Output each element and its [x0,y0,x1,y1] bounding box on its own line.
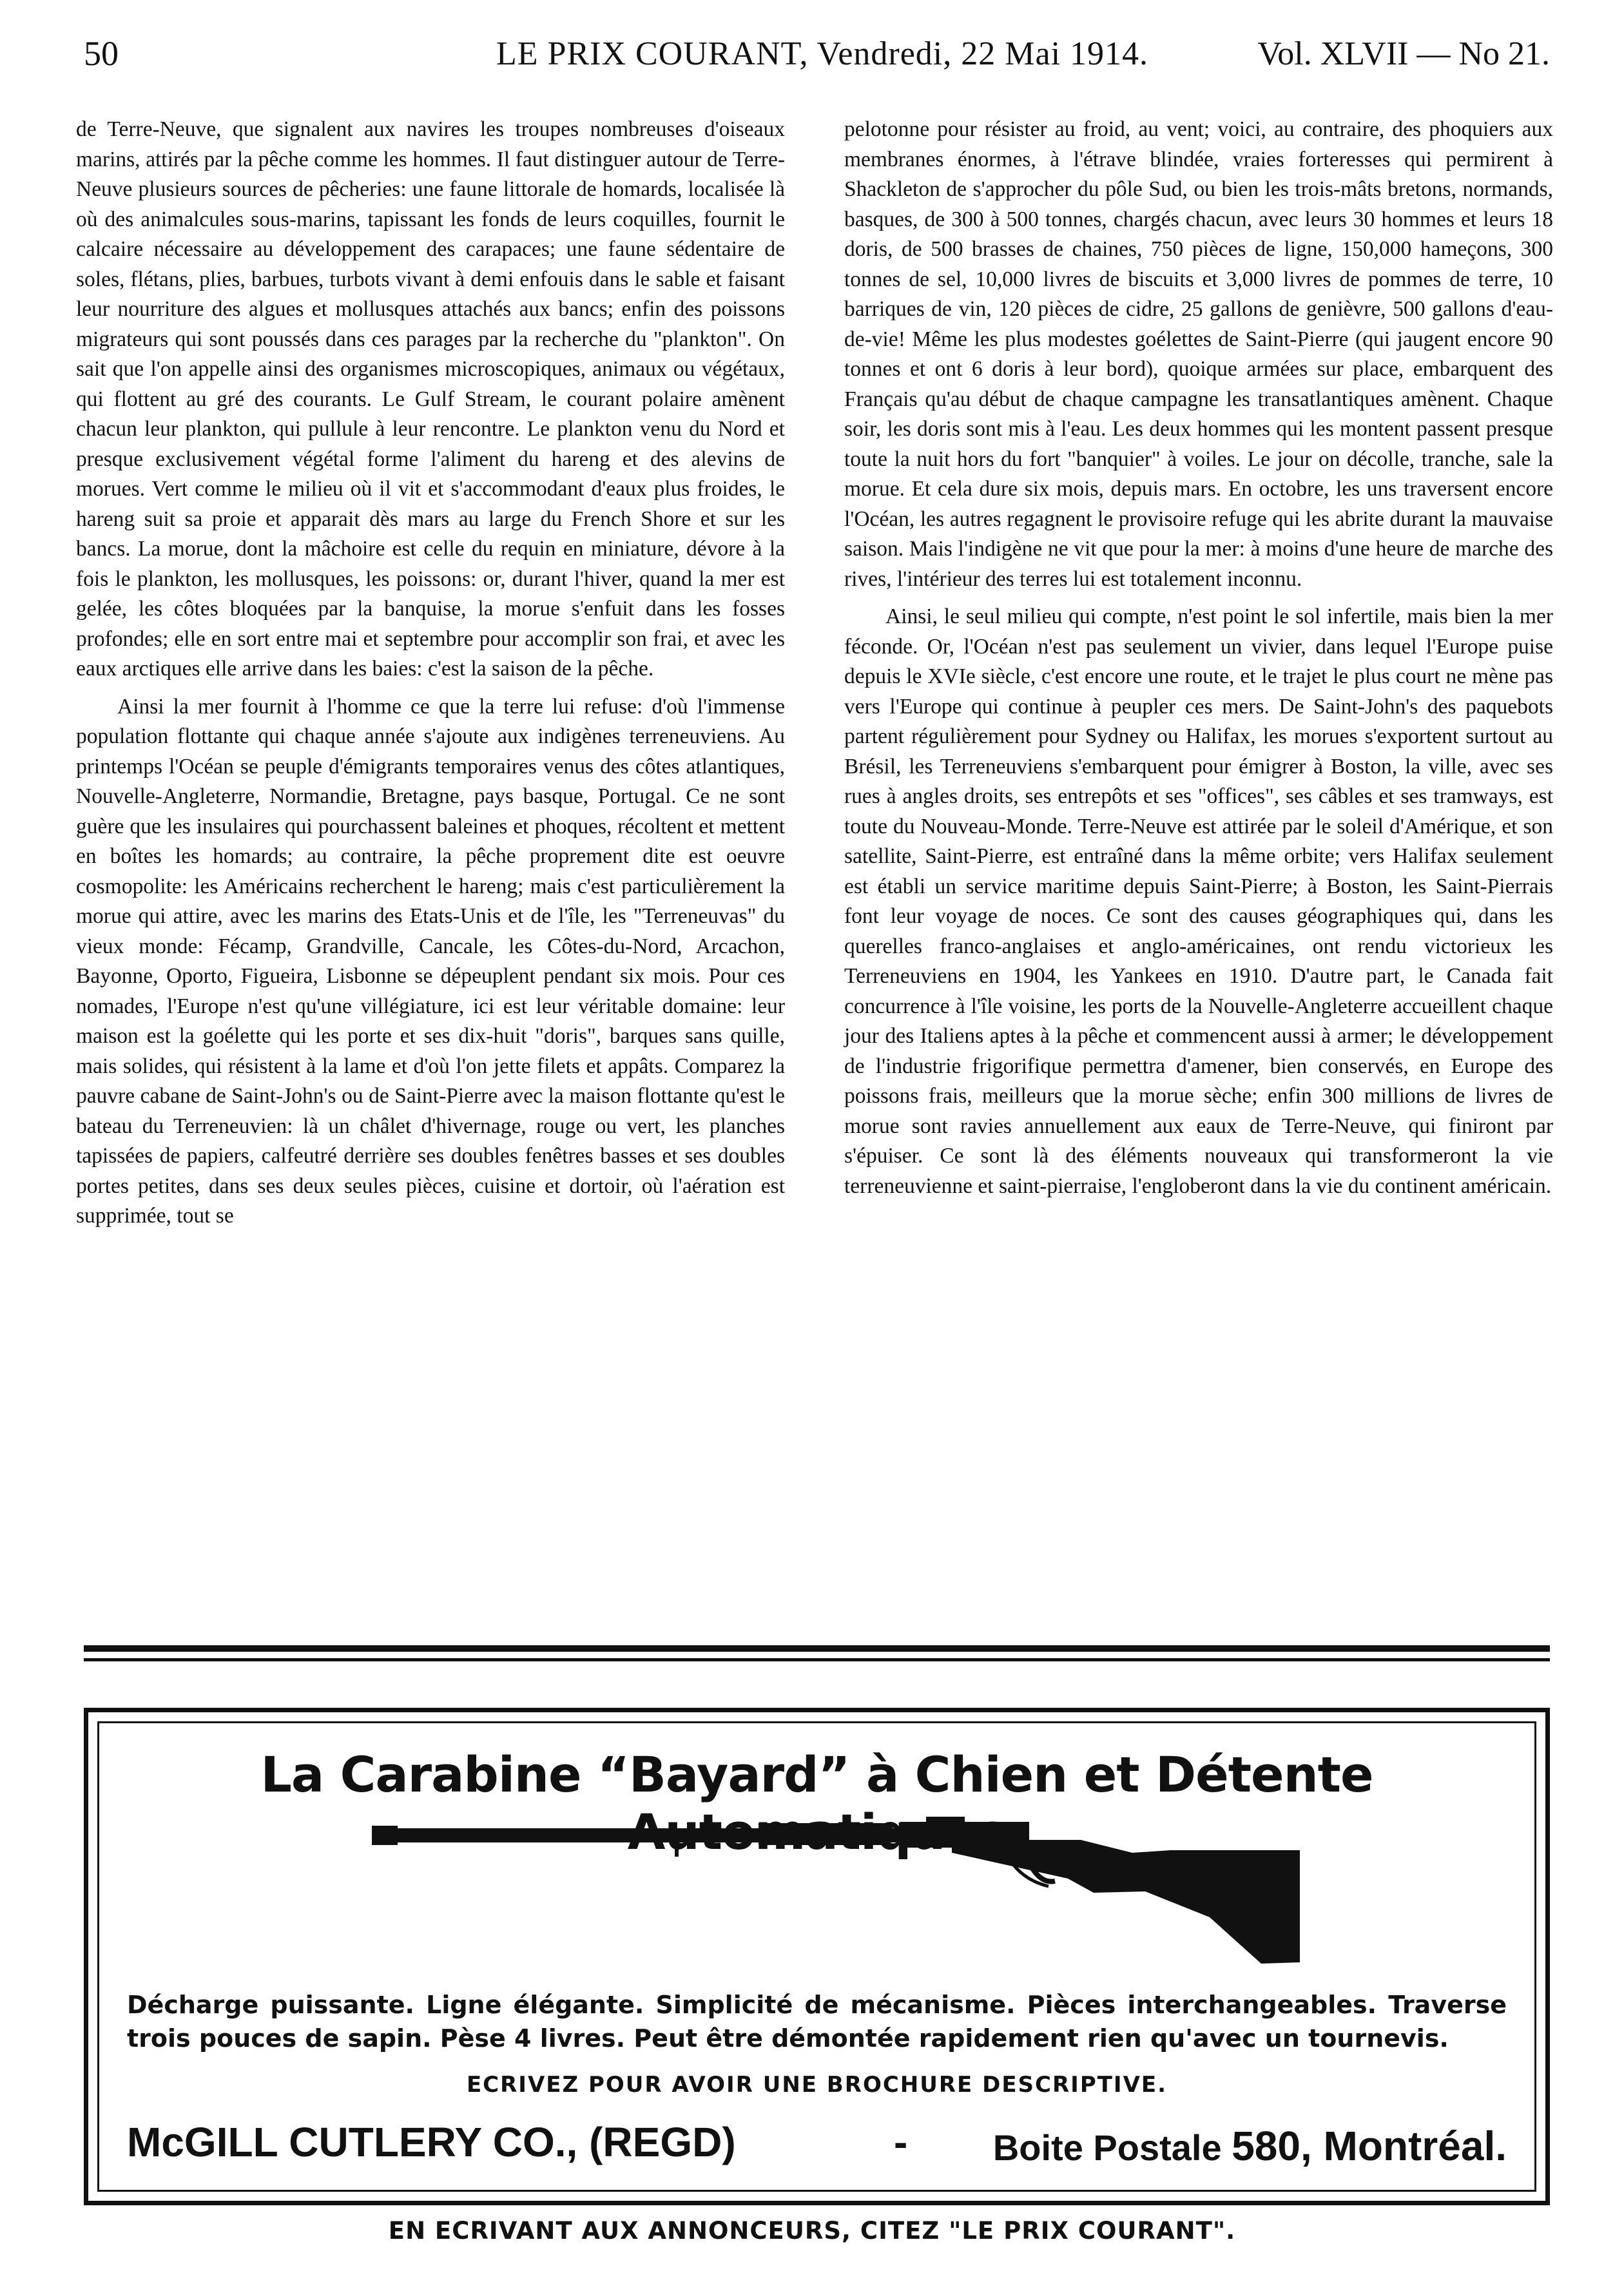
article-right-column [844,115,1553,1209]
page-header [84,34,1550,85]
article-paragraph: pelotonne pour résister au froid, au vent; voici, au contraire, des phoquiers aux membranes énormes, à l'étrave blindée, vraies forteresses qui permirent à Shackleton de s'approcher du pôle Sud, ou bien les trois-mâts bretons, normands, basques, de 300 à 500 tonnes, chargés chacun, avec leurs 30 hommes et leurs 18 doris, de 500 brasses de chaines, 750 pièces de ligne, 150,000 hameçons, 300 tonnes de sel, 10,000 livres de biscuits et 3,000 livres de pommes de terre, 10 barriques de vin, 120 pièces de cidre, 25 gallons de genièvre, 500 gallons d'eau-de-vie! Même les plus modestes goélettes de Saint-Pierre (qui jaugent encore 90 tonnes et ont 6 doris à leur bord), quoique armées sur place, embarquent des Français qu'au début de chaque campagne les transatlantiques amènent. Chaque soir, les doris sont mis à l'eau. Les deux hommes qui les montent passent presque toute la nuit hors du fort "banquier" à voiles. Le jour on décolle, tranche, sale la morue. Et cela dure six mois, depuis mars. En octobre, les uns traversent encore l'Océan, les autres regagnent le provisoire refuge qui les abrite durant la mauvaise saison. Mais l'indigène ne vit que pour la mer: à moins d'une heure de marche des rives, l'intérieur des terres lui est totalement inconnu. [844,117,1553,591]
article-paragraph: Ainsi la mer fournit à l'homme ce que la terre lui refuse: d'où l'immense population flottante qui chaque année s'ajoute aux indigènes terreneuviens. Au printemps l'Océan se peuple d'émigrants temporaires venus des côtes atlantiques, Nouvelle-Angleterre, Normandie, Bretagne, pays basque, Portugal. Ce ne sont guère que les insulaires qui pourchassent baleines et phoques, récoltent et mettent en boîtes les homards; au contraire, la pêche proprement dite est oeuvre cosmopolite: les Américains recherchent le hareng; mais c'est particulièrement la morue qui attire, avec les marins des Etats-Unis et de l'île, les "Terreneuvas" du vieux monde: Fécamp, Grandville, Cancale, les Côtes-du-Nord, Arcachon, Bayonne, Oporto, Figueira, Lisbonne se dépeuplent pendant six mois. Pour ces nomades, l'Europe n'est qu'une villégiature, ici est leur véritable domaine: leur maison est la goélette qui les porte et ses dix-huit "doris", barques sans quille, mais solides, qui résistent à la lame et d'où l'on jette filets et appâts. Comparez la pauvre cabane de Saint-John's ou de Saint-Pierre avec la maison flottante qu'est le bateau du Terreneuvien: là un châlet d'hivernage, rouge ou vert, les planches tapissées de papiers, calfeutré derrière ses doubles fenêtres basses et ses doubles portes petites, dans ses deux seules pièces, cuisine et dortoir, où l'aération est supprimée, tout se [76,694,785,1228]
ad-company-name: McGILL CUTLERY CO., (REGD) [127,2119,736,2165]
footer-notice: EN ECRIVANT AUX ANNONCEURS, CITEZ "LE PRIX COURANT". [388,2217,1236,2245]
ad-address-prefix: Boite Postale [992,2127,1222,2168]
divider-rule [84,1645,1550,1652]
article-paragraph: Ainsi, le seul milieu qui compte, n'est point le sol infertile, mais bien la mer féconde. Or, l'Océan n'est pas seulement un vivier, dans lequel l'Europe puise depuis le XVIe siècle, c'est encore une route, et le trajet le plus court ne mène pas vers l'Europe qui continue à peupler ces mers. De Saint-John's des paquebots partent régulièrement pour Sydney ou Halifax, les morues s'exportent surtout au Brésil, les Terreneuviens s'embarquent pour émigrer à Boston, la ville, avec ses rues à angles droits, ses entrepôts et ses "offices", ses câbles et ses tramways, est toute du Nouveau-Monde. Terre-Neuve est attirée par le soleil d'Amérique, et son satellite, Saint-Pierre, est entraîné dans la même orbite; vers Halifax seulement est établi un service maritime depuis Saint-Pierre; à Boston, les Saint-Pierrais font leur voyage de noces. Ce sont des causes géographiques qui, dans les querelles franco-anglaises et anglo-américaines, ont rendu victorieux les Terreneuviens en 1904, les Yankees en 1910. D'autre part, le Canada fait concurrence à l'île voisine, les ports de la Nouvelle-Angleterre accueillent chaque jour des Italiens aptes à la pêche et commencent aussi à armer; le développement de l'industrie frigorifique permettra d'amener, bien conservés, en Europe des poissons frais, meilleurs que la morue sèche; enfin 300 millions de livres de morue sont ravies annuellement aux eaux de Terre-Neuve, qui finiront par s'épuiser. Ce sont là des éléments nouveaux qui transformeront la vie terreneuvienne et saint-pierraise, l'engloberont dans la vie du continent américain. [844,604,1553,1198]
ad-call-to-action: ECRIVEZ POUR AVOIR UNE BROCHURE DESCRIPTIVE. [466,2072,1168,2098]
ad-address [993,2122,1507,2170]
divider-rule [84,1658,1550,1661]
article-left-column [76,115,785,1239]
page-number: 50 [84,34,119,73]
ad-features: Décharge puissante. Ligne élégante. Simplicité de mécanisme. Pièces interchangeables. Traverse trois pouces de sapin. Pèse 4 livres. Peut être démontée rapidement rien qu'avec un tournevis. [127,1991,1507,2053]
ad-headline: La Carabine “Bayard” à Chien et Détente [260,1746,1373,1803]
volume-number: Vol. XLVII — No 21. [1257,35,1550,72]
rifle-illustration [372,1814,1364,1969]
ad-separator: - [894,2119,908,2165]
rifle-advertisement [84,1708,1550,2205]
newspaper-title: LE PRIX COURANT, Vendredi, 22 Mai 1914. [496,35,1149,72]
article-paragraph: de Terre-Neuve, que signalent aux navires les troupes nombreuses d'oiseaux marins, attirés par la pêche comme les hommes. Il faut distinguer autour de Terre-Neuve plusieurs sources de pêcheries: une faune littorale de homards, localisée là où des animalcules sous-marins, tapissant les fonds de leurs coquilles, fournit le calcaire nécessaire au développement des carapaces; une faune sédentaire de soles, flétans, plies, barbues, turbots vivant à demi enfouis dans le sable et faisant leur nourriture des algues et mollusques attachés aux bancs; enfin des poissons migrateurs qui sont poussés dans ces parages par la recherche du "plankton". On sait que l'on appelle ainsi des organismes microscopiques, animaux ou végétaux, qui flottent au gré des courants. Le Gulf Stream, le courant polaire amènent chacun leur plankton, qui pullule à leur rencontre. Le plankton venu du Nord et presque exclusivement végétal forme l'aliment du hareng et des alevins de morues. Vert comme le milieu où il vit et s'accommodant d'eaux plus froides, le hareng suit sa proie et apparait dès mars au large du French Shore et sur les bancs. La morue, dont la mâchoire est celle du requin en miniature, dévore à la fois le plankton, les mollusques, les poissons: or, durant l'hiver, quand la mer est gelée, les côtes bloquées par la banquise, la morue s'enfuit dans les fosses profondes; elle en sort entre mai et septembre pour accomplir son frai, et avec les eaux arctiques elle arrive dans les baies: c'est la saison de la pêche. [76,117,785,681]
ad-address-number: 580, Montréal. [1232,2123,1507,2169]
